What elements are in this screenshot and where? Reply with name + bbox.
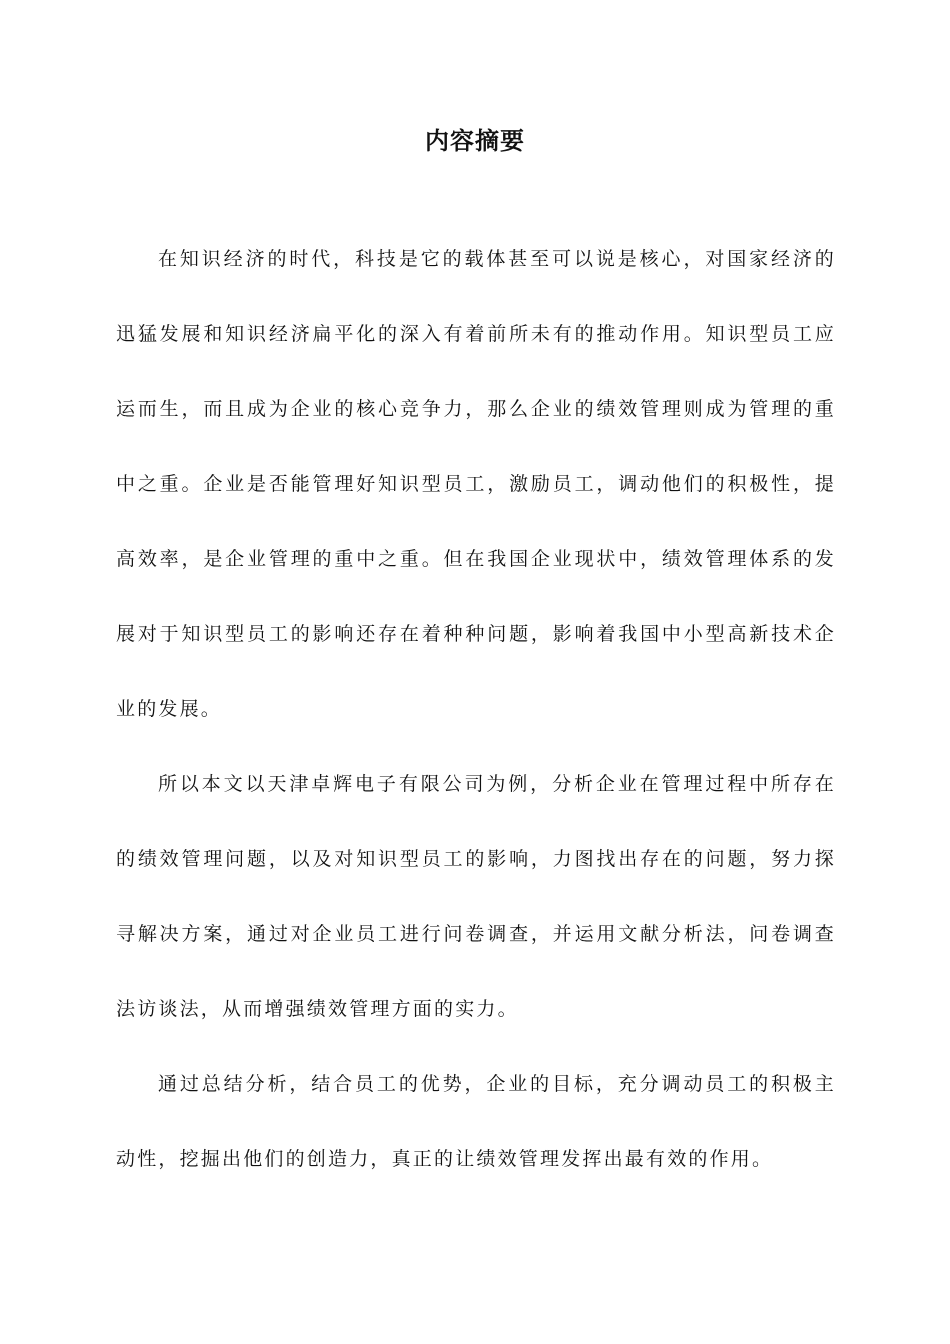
abstract-paragraph-3: 通过总结分析，结合员工的优势，企业的目标，充分调动员工的积极主动性，挖掘出他们的创造力，真正的让绩效管理发挥出最有效的作用。	[116, 1073, 836, 1170]
page-title: 内容摘要	[425, 127, 525, 155]
abstract-paragraph-1: 在知识经济的时代，科技是它的载体甚至可以说是核心，对国家经济的迅猛发展和知识经济扁平化的深入有着前所未有的推动作用。知识型员工应运而生，而且成为企业的核心竞争力，那么企业的绩效管理则成为管理的重中之重。企业是否能管理好知识型员工，激励员工，调动他们的积极性，提高效率，是企业管理的重中之重。但在我国企业现状中，绩效管理体系的发展对于知识型员工的影响还存在着种种问题，影响着我国中小型高新技术企业的发展。	[116, 248, 836, 720]
abstract-body	[116, 222, 836, 1197]
abstract-paragraph-2: 所以本文以天津卓辉电子有限公司为例，分析企业在管理过程中所存在的绩效管理问题，以及对知识型员工的影响，力图找出存在的问题，努力探寻解决方案，通过对企业员工进行问卷调查，并运用文献分析法，问卷调查法访谈法，从而增强绩效管理方面的实力。	[116, 773, 836, 1020]
